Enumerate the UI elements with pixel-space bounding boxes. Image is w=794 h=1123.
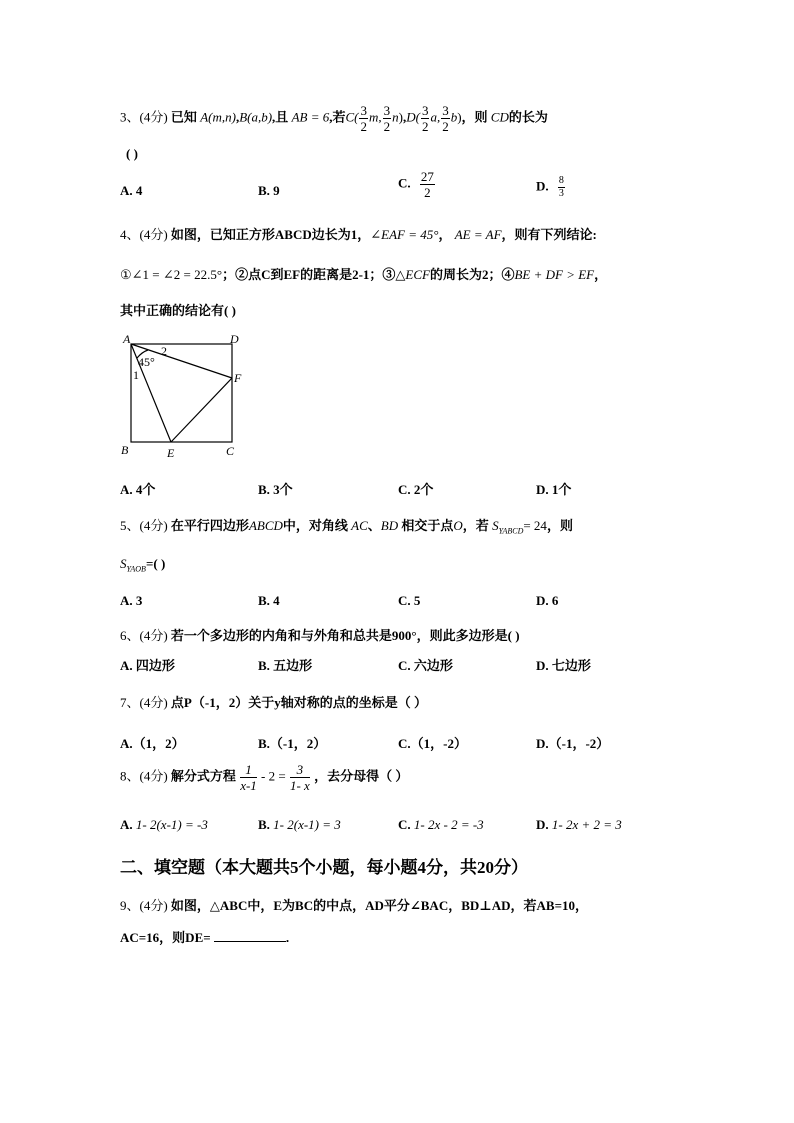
segment-ef: [171, 378, 232, 442]
q5-option-a[interactable]: A. 3: [120, 593, 143, 608]
q8-option-b[interactable]: B. 1- 2(x-1) = 3: [258, 817, 341, 832]
q5-option-b[interactable]: B. 4: [258, 593, 280, 608]
q5-option-c[interactable]: C. 5: [398, 593, 421, 608]
q4-option-a[interactable]: A. 4个: [120, 482, 156, 497]
q9-number: 9、(4分): [120, 898, 168, 913]
q4-option-c[interactable]: C. 2个: [398, 482, 434, 497]
answer-blank[interactable]: [214, 929, 286, 942]
label-f: F: [234, 371, 242, 385]
label-c: C: [226, 444, 235, 458]
label-a: A: [123, 332, 131, 346]
label-45: 45°: [138, 355, 155, 369]
q3-option-c[interactable]: C. $\frac{27}{2}$: [398, 169, 434, 200]
q7-option-b[interactable]: B.（-1，2）: [258, 736, 327, 751]
q4-line3: 其中正确的结论有( ): [120, 303, 236, 318]
q3-line1: 3、(4分) 已知 A(m,n),B(a,b),且 AB = 6,若C( $\frac{3}{2}$ m, $\frac{3}{2}$ n),D( $\frac{3}{2}$ a, $\frac{3}{2}$ b)，则 CD的长为: [120, 103, 548, 134]
q6-line1: 6、(4分) 若一个多边形的内角和与外角和总共是900°，则此多边形是( ): [120, 628, 520, 643]
q8-option-c[interactable]: C. 1- 2x - 2 = -3: [398, 817, 484, 832]
q7-line1: 7、(4分) 点P（-1，2）关于y轴对称的点的坐标是（ ）: [120, 695, 427, 710]
q4-option-d[interactable]: D. 1个: [536, 482, 572, 497]
label-b: B: [121, 443, 129, 457]
q6-option-b[interactable]: B. 五边形: [258, 658, 313, 673]
q6-option-d[interactable]: D. 七边形: [536, 658, 591, 673]
q7-option-c[interactable]: C.（1，-2）: [398, 736, 467, 751]
q6-option-a[interactable]: A. 四边形: [120, 658, 175, 673]
q8-number: 8、(4分): [120, 768, 168, 784]
q5-line1: 5、(4分) 在平行四边形ABCD中，对角线 AC、BD 相交于点O，若 $S_{YABCD}= 24$，则: [120, 518, 573, 536]
label-1: 1: [133, 368, 139, 382]
label-e: E: [167, 446, 175, 460]
q3-option-b[interactable]: B. 9: [258, 183, 280, 198]
q5-line2: $S_{YAOB}=$( ): [120, 556, 166, 574]
q4-figure: [114, 330, 254, 460]
q7-option-a[interactable]: A.（1，2）: [120, 736, 185, 751]
q3-option-d[interactable]: D. $\frac{8}{3}$: [536, 175, 564, 199]
q7-number: 7、(4分): [120, 695, 168, 710]
q8-option-d[interactable]: D. 1- 2x + 2 = 3: [536, 817, 622, 832]
q4-line1: 4、(4分) 如图，已知正方形ABCD边长为1，∠EAF = 45°， AE = AF，则有下列结论:: [120, 227, 597, 242]
label-2: 2: [161, 344, 167, 358]
q7-option-d[interactable]: D.（-1，-2）: [536, 736, 610, 751]
q9-line1: 9、(4分) 如图，△ABC中，E为BC的中点，AD平分∠BAC，BD⊥AD，若AB=10，: [120, 898, 588, 913]
q5-number: 5、(4分): [120, 518, 168, 533]
q4-line2: ①∠1 = ∠2 = 22.5°；②点C到EF的距离是2-1；③△ECF的周长为2；④BE + DF > EF，: [120, 267, 608, 282]
q9-line2: AC=16，则DE= .: [120, 930, 290, 945]
q3-number: 3、(4分): [120, 109, 168, 125]
label-d: D: [230, 332, 239, 346]
q8-option-a[interactable]: A. 1- 2(x-1) = -3: [120, 817, 208, 832]
q3-option-a[interactable]: A. 4: [120, 183, 143, 198]
q4-option-b[interactable]: B. 3个: [258, 482, 293, 497]
q5-option-d[interactable]: D. 6: [536, 593, 559, 608]
q6-option-c[interactable]: C. 六边形: [398, 658, 453, 673]
section-heading: 二、填空题（本大题共5个小题，每小题4分，共20分）: [120, 858, 528, 877]
q4-number: 4、(4分): [120, 227, 168, 242]
q3-paren: ( ): [126, 146, 138, 161]
q8-line1: 8、(4分) 解分式方程 $\frac{1}{x-1}$ - 2 = $\frac{3}{1- x}$ ，去分母得（ ）: [120, 762, 409, 793]
q6-number: 6、(4分): [120, 628, 168, 643]
